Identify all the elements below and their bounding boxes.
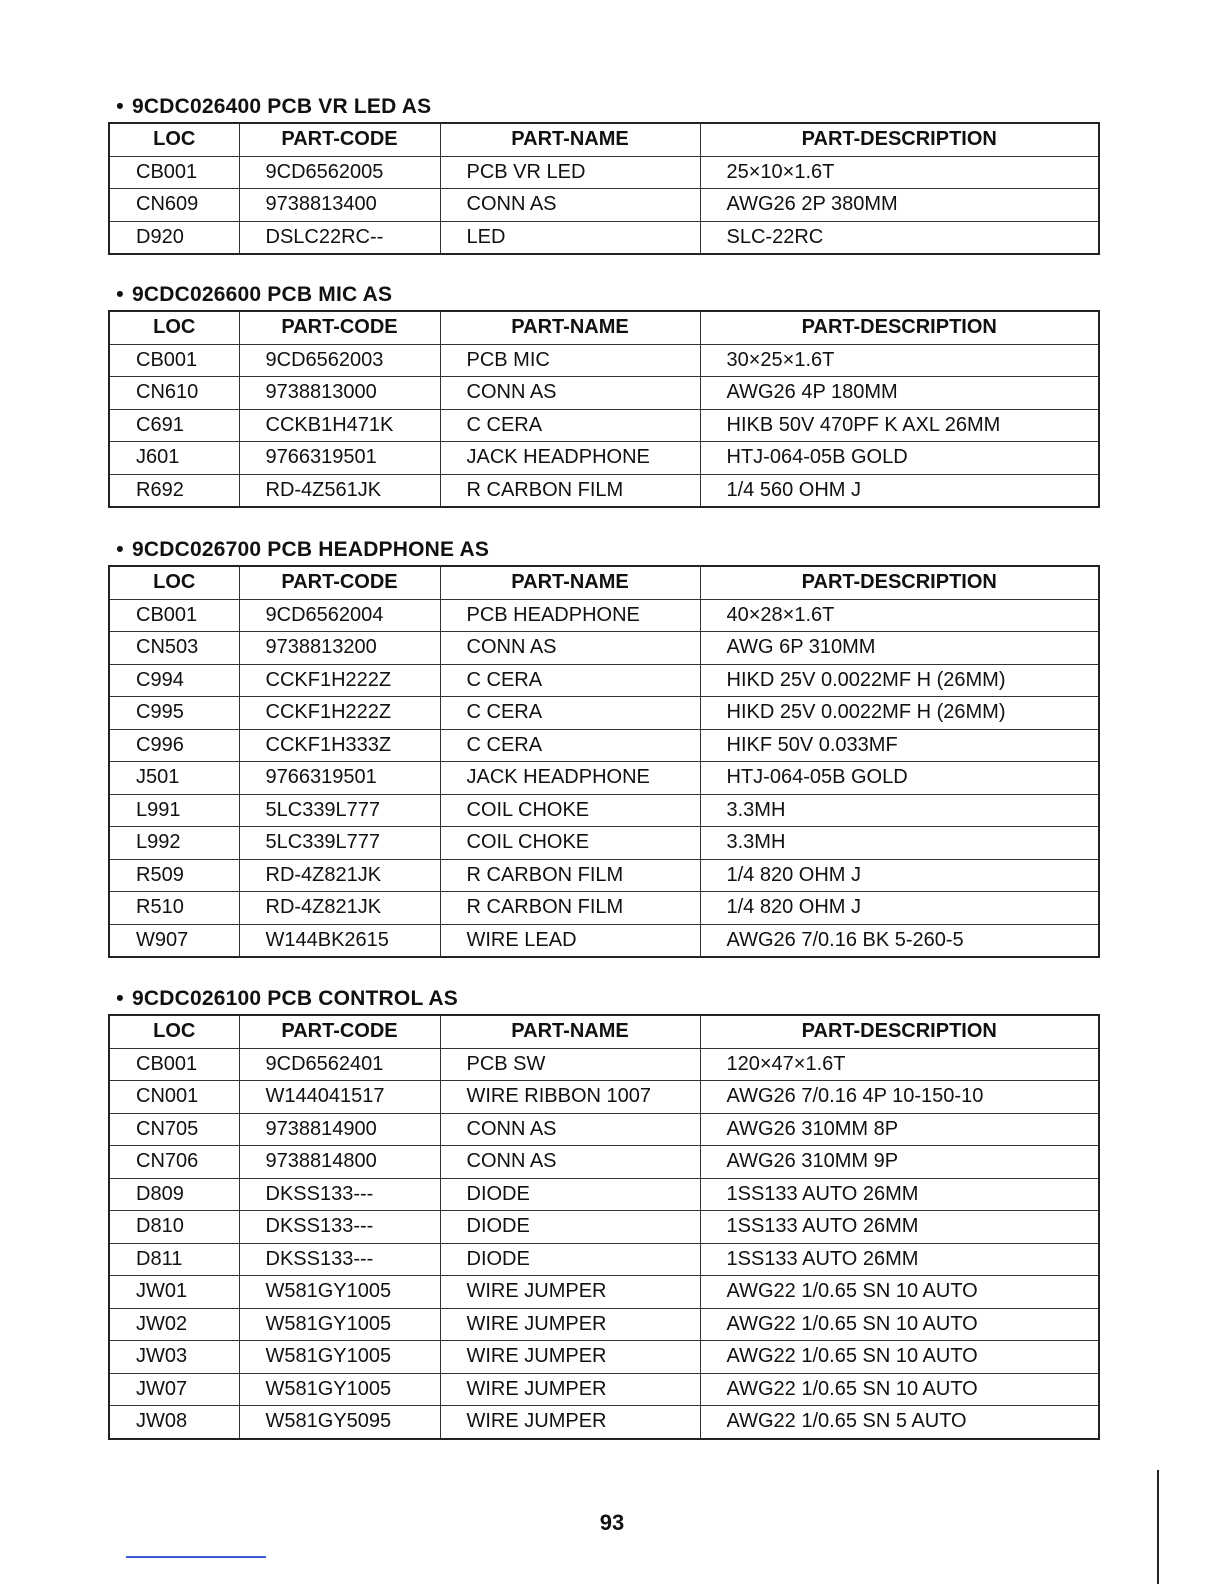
table-cell: CONN AS	[440, 189, 700, 222]
column-header: PART-CODE	[239, 311, 440, 344]
table-row	[109, 442, 1099, 475]
table-cell: D920	[109, 221, 239, 254]
section-vr-led	[108, 92, 1098, 255]
section-title-text: 9CDC026700 PCB HEADPHONE AS	[132, 538, 490, 561]
table-cell: PCB MIC	[440, 344, 700, 377]
table-cell: C CERA	[440, 409, 700, 442]
table-cell: CB001	[109, 1048, 239, 1081]
table-cell: W581GY5095	[239, 1406, 440, 1439]
table-header-row	[109, 123, 1099, 156]
table-cell: DIODE	[440, 1243, 700, 1276]
parts-table	[108, 565, 1100, 958]
table-row	[109, 1308, 1099, 1341]
table-cell: PCB SW	[440, 1048, 700, 1081]
column-header: PART-DESCRIPTION	[700, 1015, 1099, 1048]
table-row	[109, 794, 1099, 827]
table-cell: DIODE	[440, 1178, 700, 1211]
table-cell: R692	[109, 474, 239, 507]
table-cell: R CARBON FILM	[440, 859, 700, 892]
table-row	[109, 664, 1099, 697]
column-header: LOC	[109, 1015, 239, 1048]
section-mic	[108, 280, 1098, 508]
table-cell: W581GY1005	[239, 1373, 440, 1406]
table-cell: PCB VR LED	[440, 156, 700, 189]
table-cell: 9738813400	[239, 189, 440, 222]
table-row	[109, 409, 1099, 442]
table-cell: DSLC22RC--	[239, 221, 440, 254]
table-cell: 5LC339L777	[239, 794, 440, 827]
table-row	[109, 827, 1099, 860]
table-cell: AWG26 2P 380MM	[700, 189, 1099, 222]
table-cell: 120×47×1.6T	[700, 1048, 1099, 1081]
table-row	[109, 156, 1099, 189]
section-title	[108, 92, 1098, 122]
table-row	[109, 221, 1099, 254]
table-cell: 9738814800	[239, 1146, 440, 1179]
table-cell: 1/4 820 OHM J	[700, 892, 1099, 925]
table-row	[109, 1406, 1099, 1439]
table-cell: AWG26 7/0.16 BK 5-260-5	[700, 924, 1099, 957]
table-cell: C995	[109, 697, 239, 730]
parts-table	[108, 122, 1100, 255]
table-cell: 25×10×1.6T	[700, 156, 1099, 189]
table-cell: AWG22 1/0.65 SN 5 AUTO	[700, 1406, 1099, 1439]
table-cell: WIRE JUMPER	[440, 1406, 700, 1439]
table-row	[109, 1146, 1099, 1179]
table-cell: CB001	[109, 156, 239, 189]
table-cell: AWG22 1/0.65 SN 10 AUTO	[700, 1373, 1099, 1406]
table-cell: 3.3MH	[700, 794, 1099, 827]
table-cell: JACK HEADPHONE	[440, 762, 700, 795]
table-cell: R CARBON FILM	[440, 892, 700, 925]
table-cell: 1SS133 AUTO 26MM	[700, 1178, 1099, 1211]
table-row	[109, 1211, 1099, 1244]
table-header-row	[109, 1015, 1099, 1048]
table-cell: HTJ-064-05B GOLD	[700, 442, 1099, 475]
table-cell: HIKD 25V 0.0022MF H (26MM)	[700, 697, 1099, 730]
table-cell: R CARBON FILM	[440, 474, 700, 507]
table-cell: COIL CHOKE	[440, 794, 700, 827]
table-cell: J501	[109, 762, 239, 795]
table-cell: 40×28×1.6T	[700, 599, 1099, 632]
table-cell: AWG22 1/0.65 SN 10 AUTO	[700, 1308, 1099, 1341]
section-control	[108, 984, 1098, 1440]
table-row	[109, 1113, 1099, 1146]
table-cell: AWG26 310MM 8P	[700, 1113, 1099, 1146]
table-cell: 1/4 560 OHM J	[700, 474, 1099, 507]
table-row	[109, 1373, 1099, 1406]
table-cell: CN001	[109, 1081, 239, 1114]
table-cell: C994	[109, 664, 239, 697]
table-cell: L991	[109, 794, 239, 827]
table-cell: CN705	[109, 1113, 239, 1146]
table-cell: CONN AS	[440, 377, 700, 410]
table-cell: HTJ-064-05B GOLD	[700, 762, 1099, 795]
table-cell: 1SS133 AUTO 26MM	[700, 1211, 1099, 1244]
table-row	[109, 474, 1099, 507]
table-cell: C691	[109, 409, 239, 442]
table-cell: 1SS133 AUTO 26MM	[700, 1243, 1099, 1276]
table-cell: DKSS133---	[239, 1178, 440, 1211]
page-number: 93	[599, 1510, 625, 1535]
table-cell: CCKF1H333Z	[239, 729, 440, 762]
table-cell: C CERA	[440, 697, 700, 730]
table-cell: WIRE LEAD	[440, 924, 700, 957]
table-row	[109, 1276, 1099, 1309]
table-row	[109, 1048, 1099, 1081]
table-cell: 9CD6562401	[239, 1048, 440, 1081]
table-cell: JW01	[109, 1276, 239, 1309]
section-title	[108, 535, 1098, 565]
table-cell: CN610	[109, 377, 239, 410]
table-cell: CCKB1H471K	[239, 409, 440, 442]
table-cell: 9738813200	[239, 632, 440, 665]
column-header: PART-DESCRIPTION	[700, 311, 1099, 344]
table-cell: 1/4 820 OHM J	[700, 859, 1099, 892]
table-cell: HIKF 50V 0.033MF	[700, 729, 1099, 762]
table-cell: CCKF1H222Z	[239, 664, 440, 697]
section-title	[108, 984, 1098, 1014]
table-cell: RD-4Z821JK	[239, 859, 440, 892]
table-cell: RD-4Z561JK	[239, 474, 440, 507]
table-cell: 5LC339L777	[239, 827, 440, 860]
bullet-icon: •	[116, 538, 124, 561]
table-cell: C996	[109, 729, 239, 762]
table-cell: DKSS133---	[239, 1211, 440, 1244]
table-cell: JW02	[109, 1308, 239, 1341]
column-header: PART-CODE	[239, 566, 440, 599]
table-cell: AWG 6P 310MM	[700, 632, 1099, 665]
table-cell: JW08	[109, 1406, 239, 1439]
table-cell: COIL CHOKE	[440, 827, 700, 860]
table-row	[109, 924, 1099, 957]
table-cell: JACK HEADPHONE	[440, 442, 700, 475]
table-cell: 3.3MH	[700, 827, 1099, 860]
column-header: LOC	[109, 566, 239, 599]
table-cell: 9738814900	[239, 1113, 440, 1146]
table-cell: CN609	[109, 189, 239, 222]
table-cell: CB001	[109, 344, 239, 377]
column-header: PART-CODE	[239, 123, 440, 156]
table-cell: AWG26 7/0.16 4P 10-150-10	[700, 1081, 1099, 1114]
table-cell: 9766319501	[239, 762, 440, 795]
table-cell: W581GY1005	[239, 1308, 440, 1341]
table-cell: AWG26 310MM 9P	[700, 1146, 1099, 1179]
table-row	[109, 377, 1099, 410]
table-cell: WIRE JUMPER	[440, 1341, 700, 1374]
bullet-icon: •	[116, 95, 124, 118]
table-cell: LED	[440, 221, 700, 254]
table-cell: AWG26 4P 180MM	[700, 377, 1099, 410]
column-header: LOC	[109, 123, 239, 156]
table-cell: 9CD6562005	[239, 156, 440, 189]
table-cell: WIRE JUMPER	[440, 1276, 700, 1309]
table-cell: 30×25×1.6T	[700, 344, 1099, 377]
column-header: LOC	[109, 311, 239, 344]
table-cell: D811	[109, 1243, 239, 1276]
table-cell: C CERA	[440, 729, 700, 762]
table-cell: HIKD 25V 0.0022MF H (26MM)	[700, 664, 1099, 697]
table-cell: SLC-22RC	[700, 221, 1099, 254]
table-row	[109, 697, 1099, 730]
table-cell: AWG22 1/0.65 SN 10 AUTO	[700, 1276, 1099, 1309]
table-cell: CN706	[109, 1146, 239, 1179]
column-header: PART-NAME	[440, 566, 700, 599]
table-row	[109, 729, 1099, 762]
table-cell: JW07	[109, 1373, 239, 1406]
table-cell: JW03	[109, 1341, 239, 1374]
table-row	[109, 632, 1099, 665]
footer-rule	[126, 1556, 266, 1558]
table-row	[109, 344, 1099, 377]
table-row	[109, 1178, 1099, 1211]
table-cell: RD-4Z821JK	[239, 892, 440, 925]
table-row	[109, 1341, 1099, 1374]
bullet-icon: •	[116, 987, 124, 1010]
table-cell: R509	[109, 859, 239, 892]
table-row	[109, 1081, 1099, 1114]
table-row	[109, 762, 1099, 795]
table-cell: D809	[109, 1178, 239, 1211]
parts-table	[108, 310, 1100, 508]
table-cell: 9766319501	[239, 442, 440, 475]
table-cell: AWG22 1/0.65 SN 10 AUTO	[700, 1341, 1099, 1374]
table-cell: 9738813000	[239, 377, 440, 410]
table-cell: PCB HEADPHONE	[440, 599, 700, 632]
table-cell: W907	[109, 924, 239, 957]
table-row	[109, 189, 1099, 222]
table-cell: CONN AS	[440, 1146, 700, 1179]
table-cell: D810	[109, 1211, 239, 1244]
table-cell: HIKB 50V 470PF K AXL 26MM	[700, 409, 1099, 442]
table-cell: CONN AS	[440, 632, 700, 665]
table-cell: J601	[109, 442, 239, 475]
table-row	[109, 1243, 1099, 1276]
table-cell: L992	[109, 827, 239, 860]
section-title-text: 9CDC026100 PCB CONTROL AS	[132, 987, 458, 1010]
column-header: PART-NAME	[440, 311, 700, 344]
section-title	[108, 280, 1098, 310]
table-cell: WIRE RIBBON 1007	[440, 1081, 700, 1114]
table-cell: W144BK2615	[239, 924, 440, 957]
column-header: PART-DESCRIPTION	[700, 566, 1099, 599]
table-cell: DIODE	[440, 1211, 700, 1244]
table-cell: C CERA	[440, 664, 700, 697]
margin-rule	[1157, 1470, 1159, 1584]
table-row	[109, 892, 1099, 925]
table-header-row	[109, 311, 1099, 344]
column-header: PART-CODE	[239, 1015, 440, 1048]
table-cell: W581GY1005	[239, 1341, 440, 1374]
table-cell: 9CD6562004	[239, 599, 440, 632]
column-header: PART-NAME	[440, 123, 700, 156]
bullet-icon: •	[116, 283, 124, 306]
table-cell: WIRE JUMPER	[440, 1308, 700, 1341]
table-cell: 9CD6562003	[239, 344, 440, 377]
table-cell: WIRE JUMPER	[440, 1373, 700, 1406]
section-title-text: 9CDC026400 PCB VR LED AS	[132, 95, 432, 118]
table-row	[109, 859, 1099, 892]
table-cell: DKSS133---	[239, 1243, 440, 1276]
table-header-row	[109, 566, 1099, 599]
section-title-text: 9CDC026600 PCB MIC AS	[132, 283, 393, 306]
table-cell: CB001	[109, 599, 239, 632]
table-cell: CONN AS	[440, 1113, 700, 1146]
parts-table	[108, 1014, 1100, 1440]
table-cell: W144041517	[239, 1081, 440, 1114]
column-header: PART-NAME	[440, 1015, 700, 1048]
table-cell: CN503	[109, 632, 239, 665]
section-headphone	[108, 535, 1098, 958]
table-row	[109, 599, 1099, 632]
table-cell: W581GY1005	[239, 1276, 440, 1309]
table-cell: R510	[109, 892, 239, 925]
table-cell: CCKF1H222Z	[239, 697, 440, 730]
column-header: PART-DESCRIPTION	[700, 123, 1099, 156]
